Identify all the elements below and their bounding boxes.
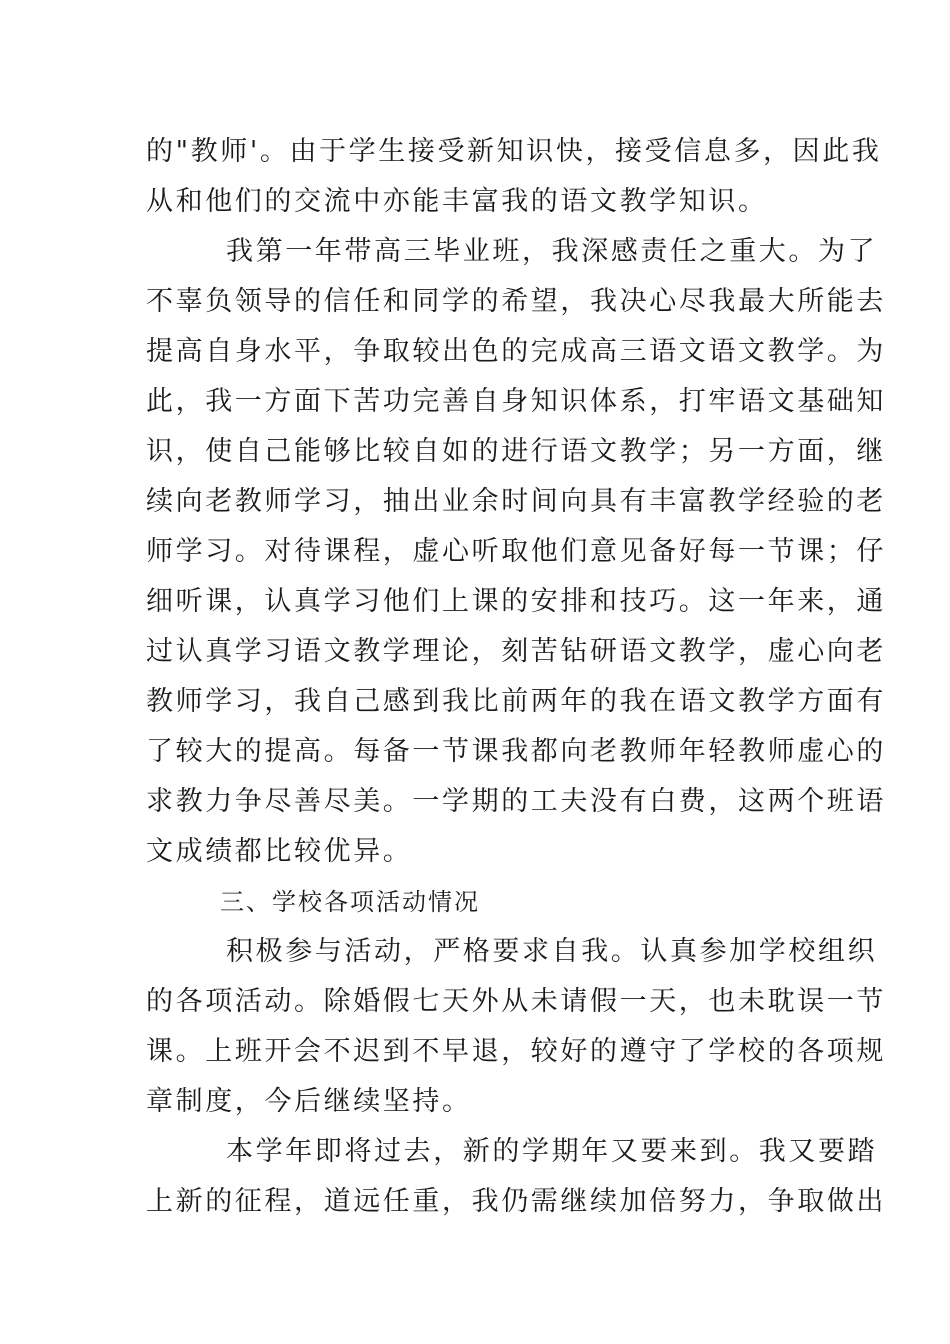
text-line: 了较大的提高。每备一节课我都向老教师年轻教师虚心的 bbox=[146, 736, 886, 767]
text-line: 的各项活动。除婚假七天外从未请假一天，也未耽误一节 bbox=[146, 986, 886, 1017]
text-line: 不辜负领导的信任和同学的希望，我决心尽我最大所能去 bbox=[146, 286, 886, 317]
section-heading: 三、学校各项活动情况 bbox=[220, 888, 480, 916]
text-line: 章制度，今后继续坚持。 bbox=[146, 1086, 472, 1117]
paragraph-start-line: 积极参与活动，严格要求自我。认真参加学校组织 bbox=[226, 936, 878, 967]
text-line: 续向老教师学习，抽出业余时间向具有丰富教学经验的老 bbox=[146, 486, 886, 517]
text-line: 过认真学习语文教学理论，刻苦钻研语文教学，虚心向老 bbox=[146, 636, 886, 667]
text-line: 的"教师'。由于学生接受新知识快，接受信息多，因此我 bbox=[146, 136, 882, 167]
text-line: 教师学习，我自己感到我比前两年的我在语文教学方面有 bbox=[146, 686, 886, 717]
text-line: 师学习。对待课程，虚心听取他们意见备好每一节课；仔 bbox=[146, 536, 886, 567]
text-line: 上新的征程，道远任重，我仍需继续加倍努力，争取做出 bbox=[146, 1186, 886, 1217]
text-line: 细听课，认真学习他们上课的安排和技巧。这一年来，通 bbox=[146, 586, 886, 617]
text-line: 识，使自己能够比较自如的进行语文教学；另一方面，继 bbox=[146, 436, 886, 467]
paragraph-start-line: 本学年即将过去，新的学期年又要来到。我又要踏 bbox=[226, 1136, 878, 1167]
paragraph-start-line: 我第一年带高三毕业班，我深感责任之重大。为了 bbox=[226, 236, 878, 267]
text-line: 课。上班开会不迟到不早退，较好的遵守了学校的各项规 bbox=[146, 1036, 886, 1067]
text-line: 提高自身水平，争取较出色的完成高三语文语文教学。为 bbox=[146, 336, 886, 367]
text-line: 此，我一方面下苦功完善自身知识体系，打牢语文基础知 bbox=[146, 386, 886, 417]
text-line: 求教力争尽善尽美。一学期的工夫没有白费，这两个班语 bbox=[146, 786, 886, 817]
text-line: 从和他们的交流中亦能丰富我的语文教学知识。 bbox=[146, 186, 768, 217]
text-line: 文成绩都比较优异。 bbox=[146, 836, 413, 867]
